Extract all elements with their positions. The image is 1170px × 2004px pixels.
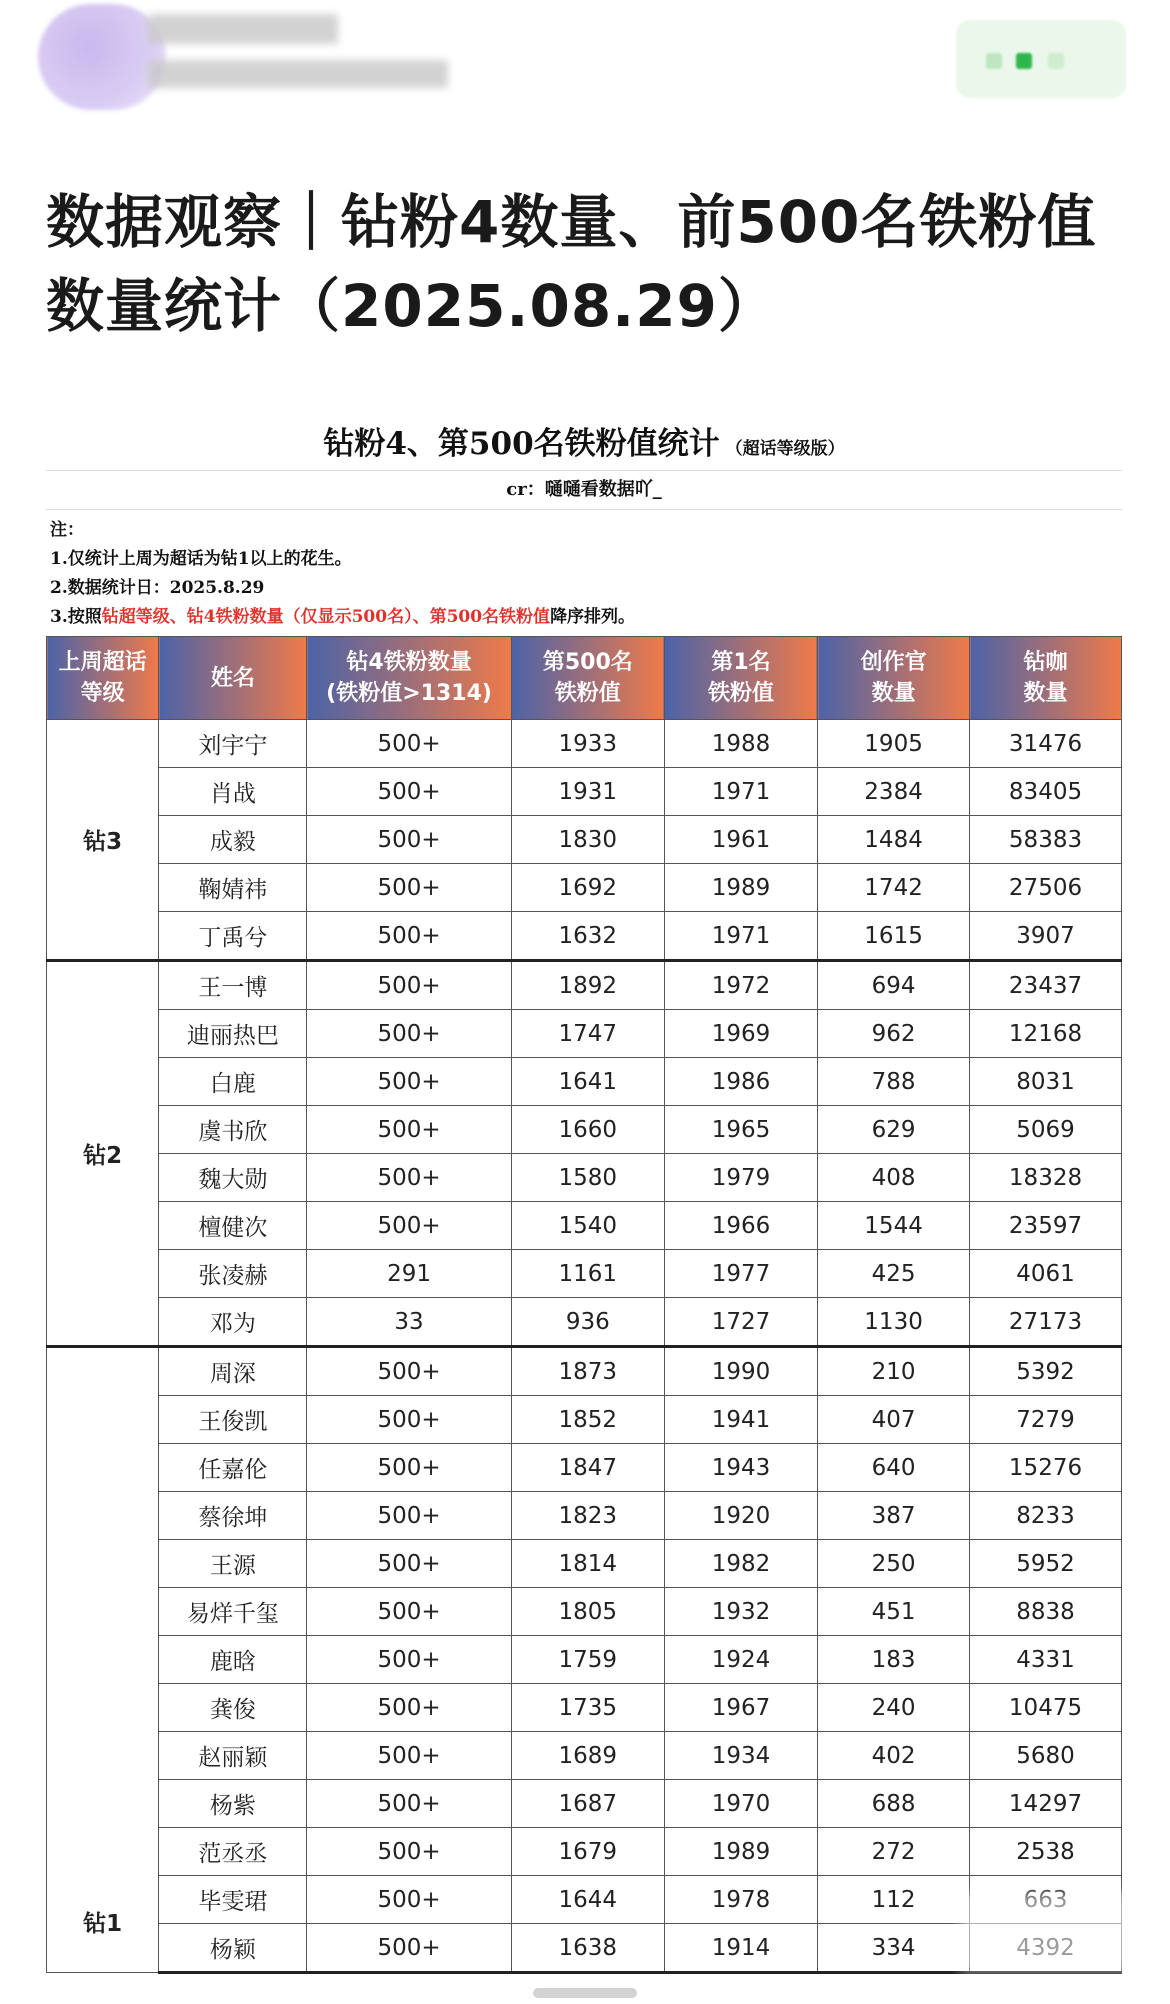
- name-cell: 蔡徐坤: [159, 1492, 307, 1540]
- value-cell: 1972: [664, 961, 817, 1010]
- value-cell: 1692: [511, 864, 664, 912]
- value-cell: 1920: [664, 1492, 817, 1540]
- value-cell: 83405: [970, 768, 1122, 816]
- table-row: [47, 1058, 1122, 1106]
- value-cell: 31476: [970, 720, 1122, 768]
- value-cell: 7279: [970, 1396, 1122, 1444]
- name-cell: 檀健次: [159, 1202, 307, 1250]
- notes-label: 注：: [50, 520, 84, 540]
- value-cell: 1982: [664, 1540, 817, 1588]
- name-cell: 迪丽热巴: [159, 1010, 307, 1058]
- value-cell: 1990: [664, 1347, 817, 1396]
- value-cell: 5680: [970, 1732, 1122, 1780]
- value-cell: 1979: [664, 1154, 817, 1202]
- name-cell: 鞠婧祎: [159, 864, 307, 912]
- name-cell: 赵丽颖: [159, 1732, 307, 1780]
- value-cell: 3907: [970, 912, 1122, 961]
- column-header-line: 第1名: [711, 650, 771, 675]
- value-cell: 240: [818, 1684, 970, 1732]
- value-cell: 1986: [664, 1058, 817, 1106]
- value-cell: 1966: [664, 1202, 817, 1250]
- value-cell: 291: [307, 1250, 511, 1298]
- value-cell: 4061: [970, 1250, 1122, 1298]
- sheet-edition: （超话等级版）: [725, 439, 845, 459]
- value-cell: 1847: [511, 1444, 664, 1492]
- value-cell: 1747: [511, 1010, 664, 1058]
- value-cell: 500+: [307, 1732, 511, 1780]
- name-cell: 成毅: [159, 816, 307, 864]
- value-cell: 1689: [511, 1732, 664, 1780]
- value-cell: 27506: [970, 864, 1122, 912]
- value-cell: 1823: [511, 1492, 664, 1540]
- name-cell: 毕雯珺: [159, 1876, 307, 1924]
- name-cell: 范丞丞: [159, 1828, 307, 1876]
- value-cell: 1660: [511, 1106, 664, 1154]
- value-cell: 58383: [970, 816, 1122, 864]
- column-header: [511, 637, 664, 720]
- value-cell: 1679: [511, 1828, 664, 1876]
- table-row: [47, 1732, 1122, 1780]
- tier-cell: 钻3: [47, 720, 159, 961]
- name-cell: 周深: [159, 1347, 307, 1396]
- tier-cell: 钻2: [47, 961, 159, 1347]
- name-cell: 任嘉伦: [159, 1444, 307, 1492]
- value-cell: 2538: [970, 1828, 1122, 1876]
- home-indicator[interactable]: [533, 1988, 637, 1998]
- value-cell: 15276: [970, 1444, 1122, 1492]
- value-cell: 1892: [511, 961, 664, 1010]
- note-2: 2.数据统计日：2025.8.29: [50, 578, 265, 598]
- name-cell: 邓为: [159, 1298, 307, 1347]
- value-cell: 250: [818, 1540, 970, 1588]
- value-cell: 1967: [664, 1684, 817, 1732]
- avatar[interactable]: [38, 4, 166, 110]
- table-row: [47, 1540, 1122, 1588]
- value-cell: 500+: [307, 768, 511, 816]
- value-cell: 500+: [307, 912, 511, 961]
- name-cell: 鹿晗: [159, 1636, 307, 1684]
- value-cell: 1687: [511, 1780, 664, 1828]
- name-cell: 刘宇宁: [159, 720, 307, 768]
- value-cell: 500+: [307, 1202, 511, 1250]
- follow-icon: [986, 53, 1002, 69]
- sheet-notes: [46, 510, 1122, 634]
- value-cell: 500+: [307, 1154, 511, 1202]
- tier-cell: 钻1: [47, 1347, 159, 1973]
- value-cell: 18328: [970, 1154, 1122, 1202]
- value-cell: 500+: [307, 1780, 511, 1828]
- value-cell: 1977: [664, 1250, 817, 1298]
- value-cell: 1742: [818, 864, 970, 912]
- value-cell: 1161: [511, 1250, 664, 1298]
- name-cell: 杨紫: [159, 1780, 307, 1828]
- value-cell: 27173: [970, 1298, 1122, 1347]
- note-3-prefix: 3.按照: [50, 607, 102, 627]
- value-cell: 14297: [970, 1780, 1122, 1828]
- value-cell: 407: [818, 1396, 970, 1444]
- sheet-title-text: 钻粉4、第500名铁粉值统计: [323, 426, 720, 462]
- value-cell: 1852: [511, 1396, 664, 1444]
- table-row: [47, 864, 1122, 912]
- value-cell: 1978: [664, 1876, 817, 1924]
- table-row: [47, 1636, 1122, 1684]
- name-cell: 龚俊: [159, 1684, 307, 1732]
- follow-icon-light: [1048, 53, 1064, 69]
- value-cell: 500+: [307, 1636, 511, 1684]
- table-row: [47, 1396, 1122, 1444]
- value-cell: 1965: [664, 1106, 817, 1154]
- value-cell: 2384: [818, 768, 970, 816]
- table-row: [47, 768, 1122, 816]
- column-header: [818, 637, 970, 720]
- column-header-line: 等级: [80, 681, 125, 706]
- value-cell: 1931: [511, 768, 664, 816]
- sheet-credit: cr：嗵嗵看数据吖_: [46, 471, 1122, 510]
- value-cell: 1873: [511, 1347, 664, 1396]
- value-cell: 8233: [970, 1492, 1122, 1540]
- table-row: [47, 1588, 1122, 1636]
- value-cell: 1934: [664, 1732, 817, 1780]
- column-header-line: 第500名: [542, 650, 633, 675]
- table-row: [47, 1010, 1122, 1058]
- table-row: [47, 720, 1122, 768]
- value-cell: 640: [818, 1444, 970, 1492]
- value-cell: 8838: [970, 1588, 1122, 1636]
- value-cell: 1484: [818, 816, 970, 864]
- table-row: [47, 1492, 1122, 1540]
- name-cell: 丁禹兮: [159, 912, 307, 961]
- name-cell: 王一博: [159, 961, 307, 1010]
- value-cell: 4331: [970, 1636, 1122, 1684]
- table-row: [47, 1444, 1122, 1492]
- follow-button[interactable]: [956, 20, 1126, 98]
- column-header: [159, 637, 307, 720]
- value-cell: 5952: [970, 1540, 1122, 1588]
- column-header-line: 创作官: [860, 650, 927, 675]
- value-cell: 500+: [307, 1828, 511, 1876]
- value-cell: 10475: [970, 1684, 1122, 1732]
- value-cell: 500+: [307, 1492, 511, 1540]
- value-cell: 1830: [511, 816, 664, 864]
- table-row: [47, 912, 1122, 961]
- value-cell: 1971: [664, 912, 817, 961]
- note-3: [50, 603, 1120, 632]
- value-cell: 1969: [664, 1010, 817, 1058]
- value-cell: 23597: [970, 1202, 1122, 1250]
- value-cell: 694: [818, 961, 970, 1010]
- value-cell: 500+: [307, 816, 511, 864]
- value-cell: 1971: [664, 768, 817, 816]
- post-meta-blurred: [148, 60, 448, 88]
- stats-sheet-image[interactable]: [46, 418, 1122, 1978]
- name-cell: 王源: [159, 1540, 307, 1588]
- value-cell: 1727: [664, 1298, 817, 1347]
- value-cell: 1814: [511, 1540, 664, 1588]
- value-cell: 5069: [970, 1106, 1122, 1154]
- table-row: [47, 1347, 1122, 1396]
- value-cell: 500+: [307, 961, 511, 1010]
- table-row: [47, 961, 1122, 1010]
- value-cell: 500+: [307, 1924, 511, 1973]
- column-header-line: 钻4铁粉数量: [346, 650, 472, 675]
- value-cell: 1988: [664, 720, 817, 768]
- value-cell: 629: [818, 1106, 970, 1154]
- value-cell: 8031: [970, 1058, 1122, 1106]
- name-cell: 魏大勋: [159, 1154, 307, 1202]
- watermark-overlay: [960, 1892, 1140, 1972]
- name-cell: 杨颖: [159, 1924, 307, 1973]
- username-blurred[interactable]: [148, 14, 338, 44]
- follow-icon-dark: [1016, 53, 1032, 69]
- value-cell: 183: [818, 1636, 970, 1684]
- column-header-line: 上周超话: [58, 650, 147, 675]
- column-header-line: (铁粉值>1314): [326, 681, 492, 706]
- table-row: [47, 1202, 1122, 1250]
- value-cell: 500+: [307, 1588, 511, 1636]
- value-cell: 500+: [307, 720, 511, 768]
- value-cell: 1941: [664, 1396, 817, 1444]
- table-header-row: [47, 637, 1122, 720]
- value-cell: 33: [307, 1298, 511, 1347]
- column-header-line: 姓名: [210, 665, 255, 691]
- table-row: [47, 1828, 1122, 1876]
- value-cell: 500+: [307, 1010, 511, 1058]
- name-cell: 易烊千玺: [159, 1588, 307, 1636]
- value-cell: 1735: [511, 1684, 664, 1732]
- value-cell: 112: [818, 1876, 970, 1924]
- value-cell: 1638: [511, 1924, 664, 1973]
- column-header: [307, 637, 511, 720]
- value-cell: 1970: [664, 1780, 817, 1828]
- value-cell: 500+: [307, 1684, 511, 1732]
- note-3-suffix: 降序排列。: [550, 607, 636, 627]
- value-cell: 1644: [511, 1876, 664, 1924]
- table-row: [47, 1154, 1122, 1202]
- value-cell: 210: [818, 1347, 970, 1396]
- value-cell: 1130: [818, 1298, 970, 1347]
- value-cell: 451: [818, 1588, 970, 1636]
- value-cell: 1632: [511, 912, 664, 961]
- sheet-title: [46, 418, 1122, 471]
- value-cell: 1759: [511, 1636, 664, 1684]
- value-cell: 500+: [307, 1540, 511, 1588]
- name-cell: 虞书欣: [159, 1106, 307, 1154]
- value-cell: 387: [818, 1492, 970, 1540]
- value-cell: 500+: [307, 1444, 511, 1492]
- value-cell: 1641: [511, 1058, 664, 1106]
- value-cell: 1914: [664, 1924, 817, 1973]
- value-cell: 1805: [511, 1588, 664, 1636]
- post-header: [0, 0, 1170, 150]
- name-cell: 肖战: [159, 768, 307, 816]
- value-cell: 500+: [307, 1396, 511, 1444]
- value-cell: 272: [818, 1828, 970, 1876]
- value-cell: 1989: [664, 864, 817, 912]
- table-row: [47, 1298, 1122, 1347]
- value-cell: 1905: [818, 720, 970, 768]
- value-cell: 500+: [307, 1876, 511, 1924]
- value-cell: 788: [818, 1058, 970, 1106]
- column-header-line: 钻咖: [1023, 650, 1068, 675]
- column-header-line: 铁粉值: [554, 681, 621, 706]
- table-row: [47, 1684, 1122, 1732]
- value-cell: 1932: [664, 1588, 817, 1636]
- column-header-line: 铁粉值: [708, 681, 775, 706]
- name-cell: 白鹿: [159, 1058, 307, 1106]
- column-header: [970, 637, 1122, 720]
- value-cell: 936: [511, 1298, 664, 1347]
- value-cell: 962: [818, 1010, 970, 1058]
- note-1: 1.仅统计上周为超话为钻1以上的花生。: [50, 549, 352, 569]
- value-cell: 23437: [970, 961, 1122, 1010]
- value-cell: 1943: [664, 1444, 817, 1492]
- value-cell: 408: [818, 1154, 970, 1202]
- value-cell: 500+: [307, 1347, 511, 1396]
- note-3-highlight: 钻超等级、钻4铁粉数量（仅显示500名）、第500名铁粉值: [101, 607, 551, 627]
- table-row: [47, 1250, 1122, 1298]
- column-header-line: 数量: [871, 681, 916, 706]
- value-cell: 1961: [664, 816, 817, 864]
- value-cell: 1544: [818, 1202, 970, 1250]
- value-cell: 1615: [818, 912, 970, 961]
- column-header: [47, 637, 159, 720]
- value-cell: 1580: [511, 1154, 664, 1202]
- table-row: [47, 1780, 1122, 1828]
- value-cell: 1989: [664, 1828, 817, 1876]
- value-cell: 688: [818, 1780, 970, 1828]
- value-cell: 500+: [307, 1058, 511, 1106]
- table-row: [47, 816, 1122, 864]
- value-cell: 425: [818, 1250, 970, 1298]
- value-cell: 1540: [511, 1202, 664, 1250]
- table-body: [47, 720, 1122, 1973]
- value-cell: 12168: [970, 1010, 1122, 1058]
- value-cell: 1924: [664, 1636, 817, 1684]
- value-cell: 334: [818, 1924, 970, 1973]
- stats-table: [46, 636, 1122, 1974]
- value-cell: 500+: [307, 864, 511, 912]
- value-cell: 500+: [307, 1106, 511, 1154]
- value-cell: 1933: [511, 720, 664, 768]
- column-header-line: 数量: [1023, 681, 1068, 706]
- post-title: 数据观察｜钻粉4数量、前500名铁粉值数量统计（2025.08.29）: [46, 188, 1097, 340]
- value-cell: 5392: [970, 1347, 1122, 1396]
- column-header: [664, 637, 817, 720]
- name-cell: 张凌赫: [159, 1250, 307, 1298]
- table-row: [47, 1106, 1122, 1154]
- name-cell: 王俊凯: [159, 1396, 307, 1444]
- value-cell: 402: [818, 1732, 970, 1780]
